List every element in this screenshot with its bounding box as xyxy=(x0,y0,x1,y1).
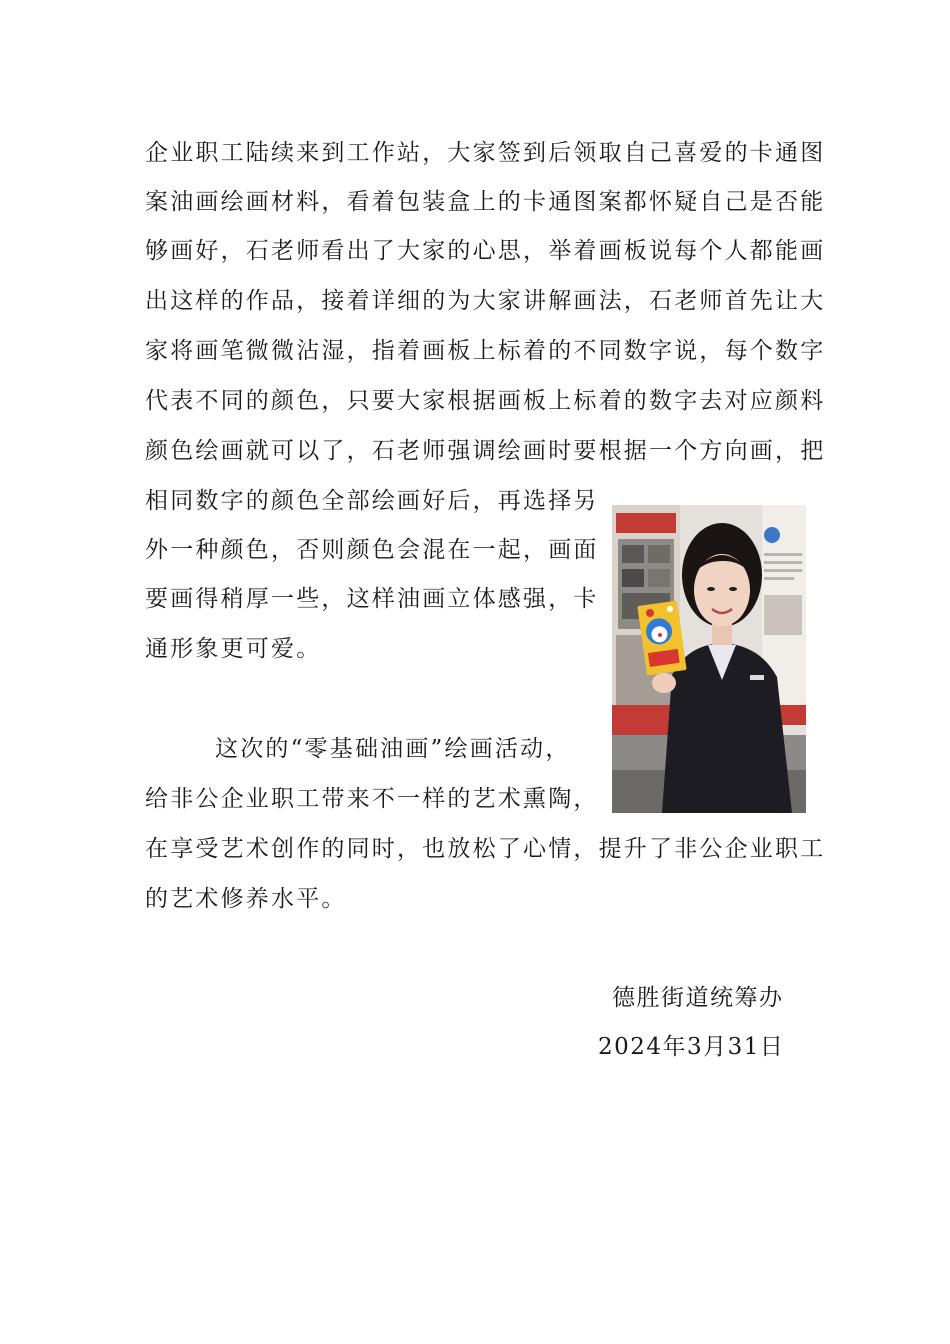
text-line: 这次的“零基础油画”绘画活动， xyxy=(215,736,571,762)
text-line: 要画得稍厚一些，这样油画立体感强，卡 xyxy=(145,586,599,612)
text-line: 在享受艺术创作的同时，也放松了心情，提升了非公企业职工 xyxy=(145,836,826,862)
signature-organization: 德胜街道统筹办 xyxy=(612,985,784,1011)
text-line: 代表不同的颜色，只要大家根据画板上标着的数字去对应颜料 xyxy=(145,388,826,414)
activity-photo xyxy=(612,505,806,813)
text-line: 颜色绘画就可以了，石老师强调绘画时要根据一个方向画，把 xyxy=(145,438,826,464)
text-line: 够画好，石老师看出了大家的心思，举着画板说每个人都能画 xyxy=(145,238,826,264)
text-line: 案油画绘画材料，看着包装盒上的卡通图案都怀疑自己是否能 xyxy=(145,189,826,215)
signature-date: 2024年3月31日 xyxy=(598,1034,785,1060)
text-line: 家将画笔微微沾湿，指着画板上标着的不同数字说，每个数字 xyxy=(145,338,826,364)
text-line: 出这样的作品，接着详细的为大家讲解画法，石老师首先让大 xyxy=(145,288,826,314)
text-line: 相同数字的颜色全部绘画好后，再选择另 xyxy=(145,488,599,514)
photo-illustration xyxy=(612,505,806,813)
text-line: 给非公企业职工带来不一样的艺术熏陶， xyxy=(145,786,599,812)
text-line: 的艺术修养水平。 xyxy=(145,886,347,912)
text-line: 通形象更可爱。 xyxy=(145,636,322,662)
text-line: 外一种颜色，否则颜色会混在一起，画面 xyxy=(145,537,599,563)
text-line: 企业职工陆续来到工作站，大家签到后领取自己喜爱的卡通图 xyxy=(145,140,826,166)
